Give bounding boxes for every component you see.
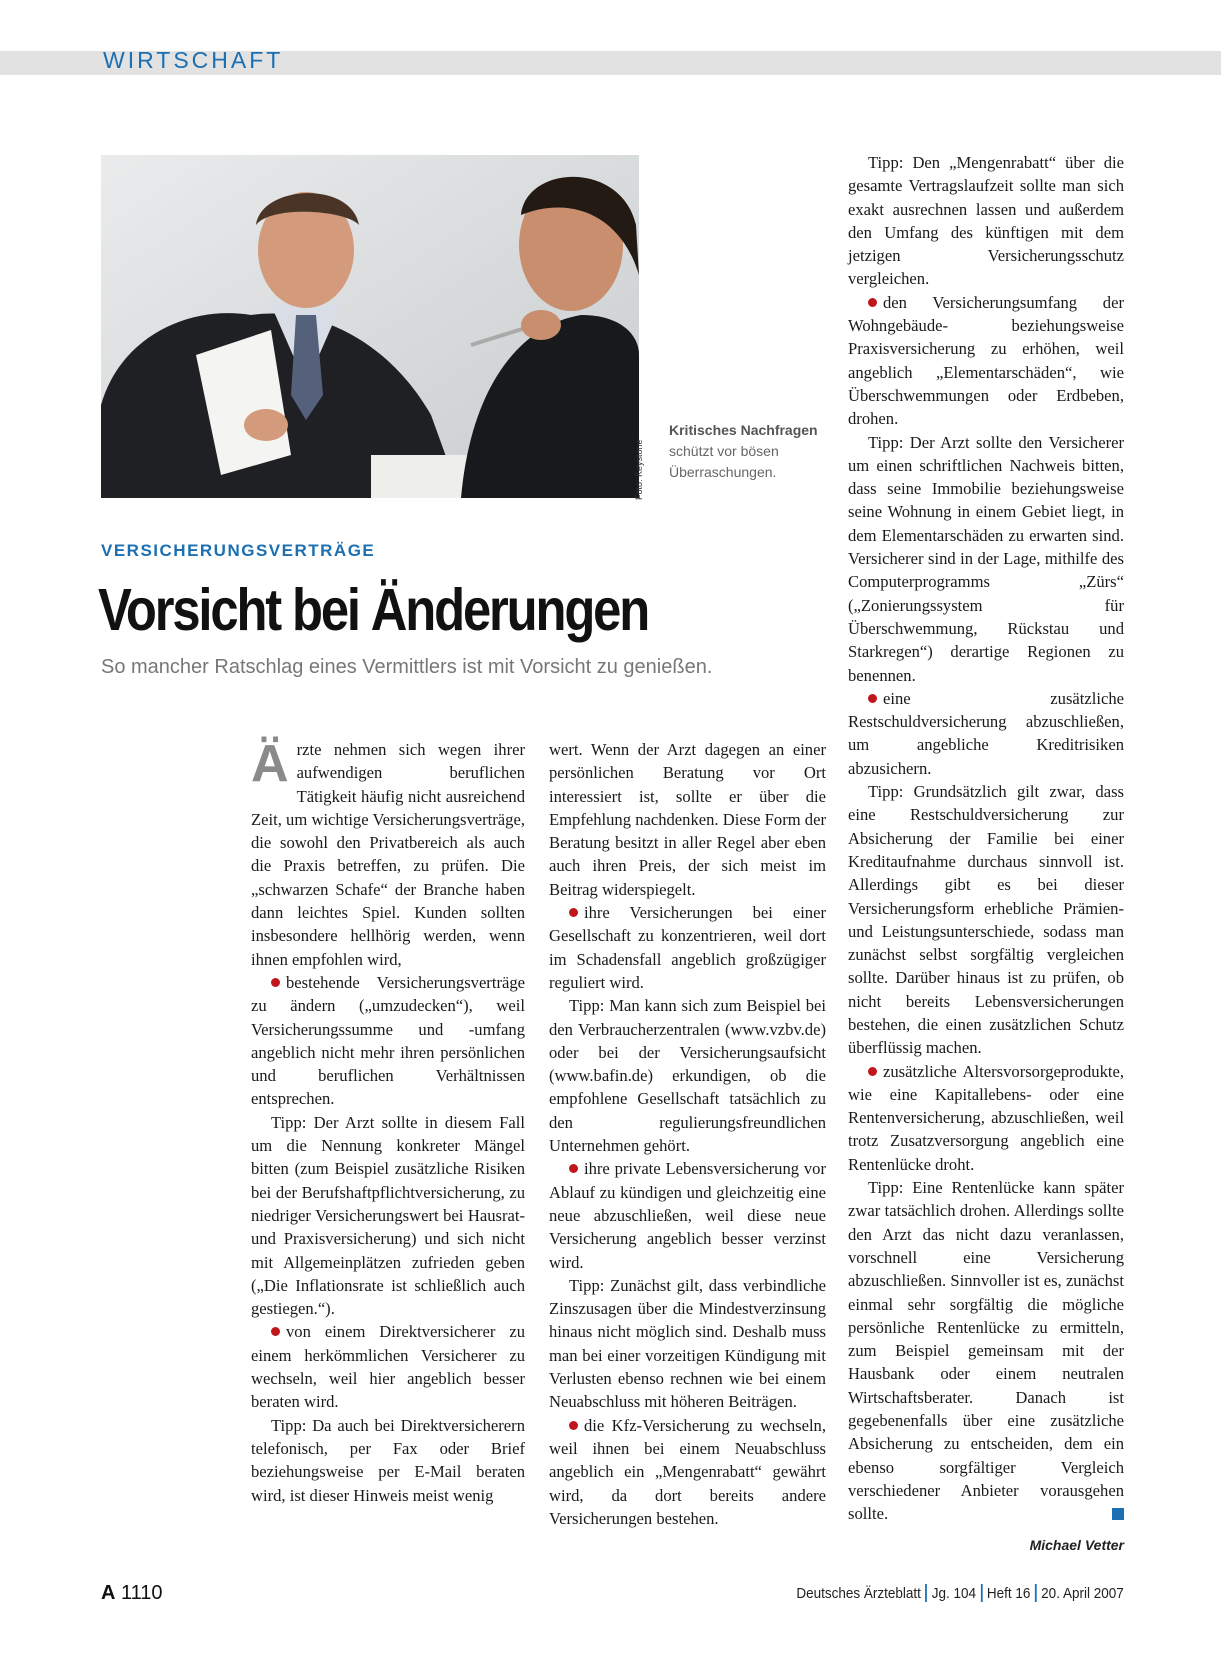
paragraph-text: rzte nehmen sich wegen ihrer aufwendigen beruflichen Tätigkeit häufig nicht ausreichend Zeit, um wichtige Versicherungsverträge, die sowohl den Privatbereich als auch die Praxis betreffen, zu prüfen. Die „schwarzen Schafe“ der Branche haben dann leichtes Spiel. Kunden sollten insbesondere hellhörig werden, wenn ihnen empfohlen wird, [251, 740, 525, 969]
bullet-paragraph [848, 1060, 1124, 1176]
paragraph-text: Tipp: Den „Mengenrabatt“ über die gesamte Vertragslaufzeit sollte man sich exakt ausrechnen lassen und außerdem den Umfang des künftigen mit dem jetzigen Versicherungsschutz vergleichen. [848, 153, 1124, 289]
paragraph [251, 1111, 525, 1321]
paragraph [848, 431, 1124, 687]
article-column-1 [251, 735, 525, 1507]
section-label: WIRTSCHAFT [103, 47, 284, 73]
paragraph-text: Tipp: Man kann sich zum Beispiel bei den Verbraucherzentralen (www.vzbv.de) oder bei der Versicherungsaufsicht (www.bafin.de) erkundigen, ob die empfohlene Gesellschaft tatsächlich zu den regulierungsfreundlichen Unternehmen gehört. [549, 996, 826, 1156]
photo-credit: Foto: Keystone [634, 439, 644, 500]
journal-name: Deutsches Ärzteblatt [796, 1585, 922, 1602]
paragraph-text: eine zusätzliche Restschuldversicherung abzuschließen, um angebliche Kreditrisiken abzusichern. [848, 688, 1124, 778]
paragraph-text: wert. Wenn der Arzt dagegen an einer persönlichen Beratung vor Ort interessiert ist, sollte er über die Empfehlung nachdenken. Diese Form der Beratung besitzt in aller Regel aber eben auch ihren Preis, der sich meist im Beitrag widerspiegelt. [549, 740, 826, 899]
paragraph-text: zusätzliche Altersvorsorgeprodukte, wie eine Kapitallebens- oder eine Rentenversicherung, abzuschließen, weil trotz Zusatzversorgung angeblich eine Rentenlücke droht. [848, 1061, 1124, 1174]
paragraph [549, 994, 826, 1157]
bullet-paragraph [251, 1320, 525, 1413]
divider [926, 1584, 928, 1602]
bullet-icon [868, 298, 877, 307]
divider [1035, 1584, 1037, 1602]
bullet-paragraph [251, 971, 525, 1111]
paragraph [848, 780, 1124, 1060]
bullet-icon [271, 978, 280, 987]
page-number [101, 1582, 163, 1605]
journal-volume: Jg. 104 [931, 1585, 977, 1602]
journal-date: 20. April 2007 [1041, 1585, 1124, 1602]
bullet-paragraph [549, 1157, 826, 1273]
paragraph-text: ihre private Lebensversicherung vor Ablauf zu kündigen und gleichzeitig eine neue abzuschließen, weil diese neue Versicherung angeblich besser verzinst wird. [549, 1159, 826, 1272]
bullet-icon [569, 1164, 578, 1173]
bullet-icon [569, 908, 578, 917]
article-photo [101, 155, 639, 498]
bullet-paragraph [549, 901, 826, 994]
journal-issue: Heft 16 [987, 1585, 1031, 1602]
bullet-icon [868, 694, 877, 703]
author-byline: Michael Vetter [1029, 1537, 1124, 1553]
paragraph [848, 1176, 1124, 1525]
paragraph-text: Tipp: Der Arzt sollte den Versicherer um einen schriftlichen Nachweis bitten, dass seine Immobilie beziehungsweise seine Wohnung in einem Gebiet liegt, in dem Elementarschäden zu erwarten sind. Versicherer sind in der Lage, mithilfe des Computerprogramms „Zürs“ („Zonierungssystem für Überschwemmung, Rückstau und Starkregen“) derartige Regionen zu benennen. [848, 432, 1124, 685]
caption-title: Kritisches Nachfragen [669, 422, 818, 438]
paragraph-text: Tipp: Da auch bei Direktversicherern telefonisch, per Fax oder Brief beziehungsweise per E-Mail beraten wird, ist dieser Hinweis meist wenig [251, 1415, 525, 1505]
caption-text: schützt vor bösen Überraschungen. [669, 443, 779, 480]
paragraph-text: Tipp: Der Arzt sollte in diesem Fall um die Nennung konkreter Mängel bitten (zum Beispiel zusätzliche Risiken bei der Berufshaftpflichtversicherung, zu niedriger Versicherungswert bei Hausrat- und Praxisversicherung) und sich nicht mit Allgemeinplätzen zufrieden geben („Die Inflationsrate ist schließlich auch gestiegen.“). [251, 1112, 525, 1319]
photo-caption [669, 420, 819, 483]
article-column-3 [848, 151, 1124, 1526]
paragraph-text: den Versicherungsumfang der Wohngebäude- beziehungsweise Praxisversicherung zu erhöhen, weil angeblich „Elementarschäden“, wie Überschwemmungen oder Erdbeben, drohen. [848, 292, 1124, 429]
paragraph-text: bestehende Versicherungsverträge zu ändern („umzudecken“), weil Versicherungssumme und -umfang angeblich nicht mehr ihren persönlichen und beruflichen Verhältnissen entsprechen. [251, 972, 525, 1109]
drop-cap: Ä [251, 735, 289, 793]
divider [981, 1584, 983, 1602]
paragraph [251, 735, 525, 971]
bullet-paragraph [848, 291, 1124, 431]
paragraph-text: Tipp: Grundsätzlich gilt zwar, dass eine Restschuldversicherung zur Absicherung der Familie bei einer Kreditaufnahme durchaus sinnvoll ist. Allerdings gibt es bei dieser Versicherungsform erhebliche Prämien- und Leistungsunterschiede, sodass man zunächst selbst sorgfältig vergleichen sollte. Darüber hinaus ist zu prüfen, ob nicht bereits Lebensversicherungen bestehen, die einen zusätzlichen Schutz überflüssig machen. [848, 782, 1124, 1058]
end-square-icon [1112, 1508, 1124, 1520]
paragraph-text: Tipp: Zunächst gilt, dass verbindliche Zinszusagen über die Mindestverzinsung hinaus nicht möglich sind. Deshalb muss man bei einer vorzeitigen Kündigung mit Verlusten ebenso rechnen wie bei einem Neuabschluss mit höheren Beiträgen. [549, 1275, 826, 1412]
bullet-paragraph [848, 687, 1124, 780]
journal-footer [797, 1584, 1124, 1602]
page-prefix: A [101, 1582, 116, 1604]
article-subhead: So mancher Ratschlag eines Vermittlers ist mit Vorsicht zu genießen. [101, 656, 713, 678]
paragraph [848, 151, 1124, 291]
paragraph-text: ihre Versicherungen bei einer Gesellschaft zu konzentrieren, weil dort im Schadensfall angeblich großzügiger reguliert wird. [549, 903, 826, 992]
bullet-icon [569, 1421, 578, 1430]
article-kicker: VERSICHERUNGSVERTRÄGE [101, 541, 376, 560]
paragraph [549, 1274, 826, 1414]
page-number-value: 1110 [121, 1582, 163, 1604]
article-headline: Vorsicht bei Änderungen [98, 577, 649, 643]
paragraph [549, 738, 826, 901]
article-column-2 [549, 738, 826, 1530]
bullet-icon [271, 1327, 280, 1336]
bullet-icon [868, 1067, 877, 1076]
paragraph-text: Tipp: Eine Rentenlücke kann später zwar tatsächlich drohen. Allerdings sollte den Arzt das nicht dazu veranlassen, vorschnell eine Versicherung abzuschließen. Sinnvoller ist es, zunächst einmal sehr sorgfältig die mögliche persönliche Rentenlücke zu ermitteln, zum Beispiel gemeinsam mit der Hausbank oder einem neutralen Wirtschaftsberater. Danach ist gegebenenfalls über eine zusätzliche Absicherung zu entscheiden, dem ein ebenso sorgfältiger Vergleich verschiedener Anbieter vorausgehen sollte. [848, 1178, 1124, 1524]
bullet-paragraph [549, 1414, 826, 1530]
paragraph [251, 1414, 525, 1507]
paragraph-text: die Kfz-Versicherung zu wechseln, weil ihnen bei einem Neuabschluss angeblich ein „Mengenrabatt“ gewährt wird, da dort bereits andere Versicherungen bestehen. [549, 1415, 826, 1528]
paragraph-text: von einem Direktversicherer zu einem herkömmlichen Versicherer zu wechseln, weil hier angeblich besser beraten wird. [251, 1322, 525, 1412]
